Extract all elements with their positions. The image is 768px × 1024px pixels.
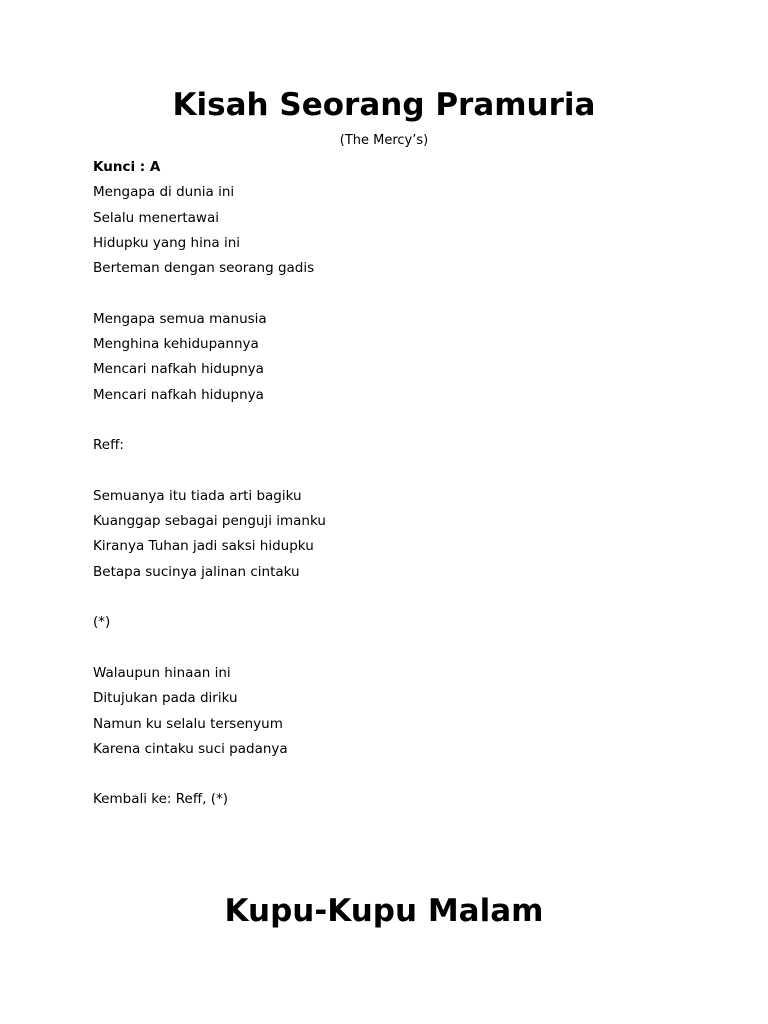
- lyric-line: Kuanggap sebagai penguji imanku: [93, 513, 326, 530]
- lyric-line: Mencari nafkah hidupnya: [93, 386, 264, 403]
- lyrics-block: [93, 155, 326, 813]
- lyric-line: Karena cintaku suci padanya: [93, 740, 288, 757]
- lyric-line: Kembali ke: Reff, (*): [93, 791, 228, 808]
- next-song-title: Kupu-Kupu Malam: [224, 893, 544, 929]
- song-title: Kisah Seorang Pramuria: [172, 87, 596, 123]
- lyric-line: Betapa sucinya jalinan cintaku: [93, 563, 300, 580]
- song-key: Kunci : A: [93, 159, 161, 175]
- lyric-line: Hidupku yang hina ini: [93, 234, 241, 251]
- lyric-line: Menghina kehidupannya: [93, 336, 259, 353]
- lyric-line: Mengapa di dunia ini: [93, 184, 235, 201]
- song-artist: (The Mercy’s): [339, 133, 429, 148]
- lyric-line: Selalu menertawai: [93, 209, 219, 226]
- lyric-line: Ditujukan pada diriku: [93, 690, 238, 707]
- lyric-line: Semuanya itu tiada arti bagiku: [93, 487, 302, 504]
- blank-line: [93, 408, 326, 433]
- blank-line: [93, 762, 326, 787]
- lyric-line: Reff:: [93, 437, 124, 454]
- lyric-line: Mengapa semua manusia: [93, 310, 267, 327]
- lyric-line: Namun ku selalu tersenyum: [93, 715, 283, 732]
- lyric-line: Berteman dengan seorang gadis: [93, 260, 315, 277]
- lyric-line: Mencari nafkah hidupnya: [93, 361, 264, 378]
- lyric-line: (*): [93, 614, 111, 631]
- lyric-line: Walaupun hinaan ini: [93, 664, 231, 681]
- blank-line: [93, 636, 326, 661]
- lyric-line: Kiranya Tuhan jadi saksi hidupku: [93, 538, 314, 555]
- blank-line: [93, 459, 326, 484]
- blank-line: [93, 585, 326, 610]
- blank-line: [93, 281, 326, 306]
